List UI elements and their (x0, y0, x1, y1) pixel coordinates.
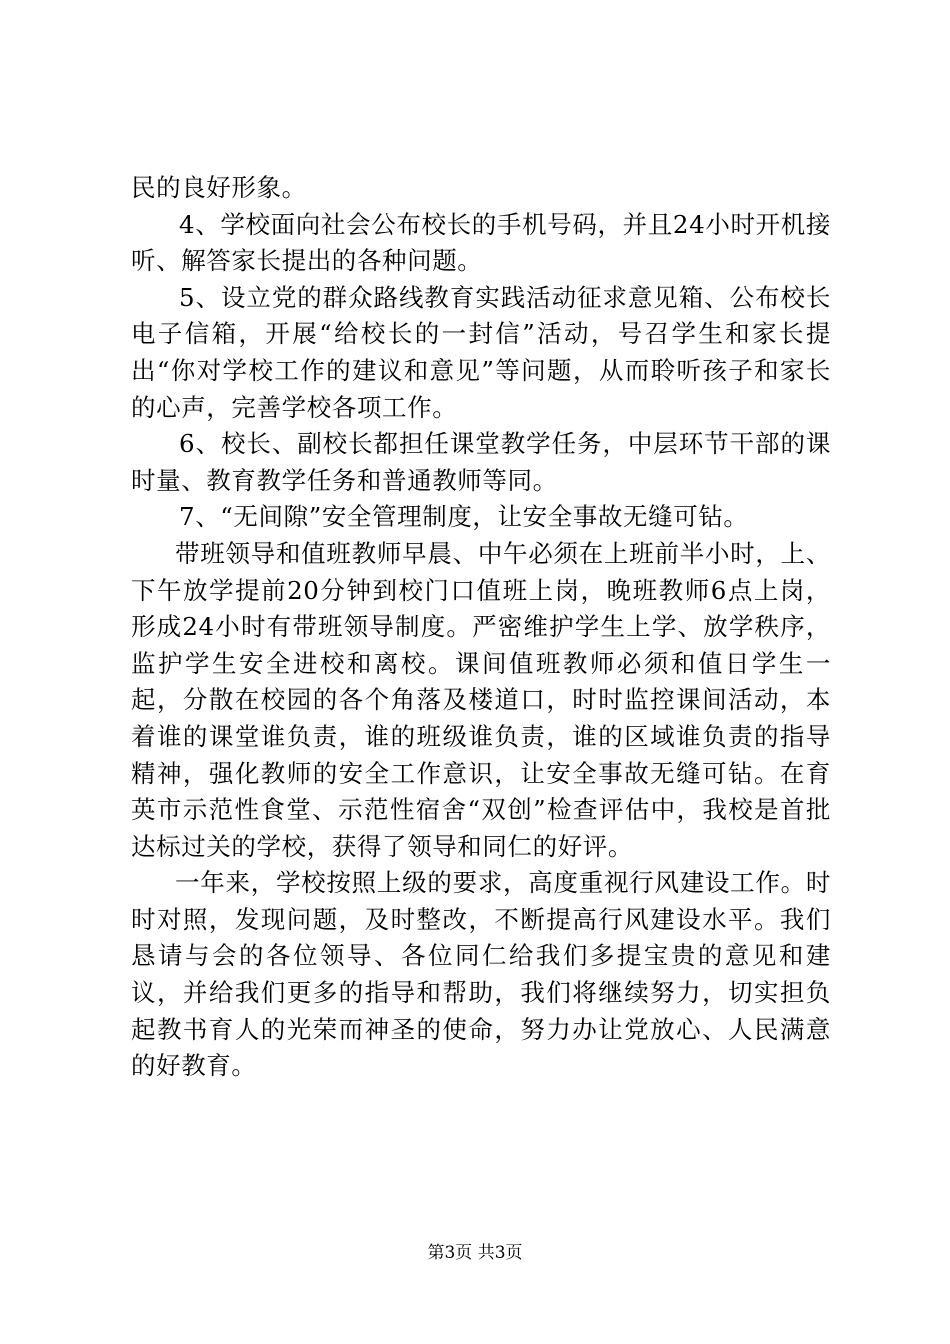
page-number-label: 第3页 共3页 (427, 1243, 523, 1263)
paragraph-item-4: 4、学校面向社会公布校长的手机号码，并且24小时开机接听、解答家长提出的各种问题。 (131, 209, 831, 276)
document-body (131, 170, 831, 1085)
paragraph-item-6: 6、校长、副校长都担任课堂教学任务，中层环节干部的课时量、教育教学任务和普通教师等同。 (131, 429, 831, 495)
page-footer (0, 1242, 950, 1264)
paragraph-conclusion: 一年来，学校按照上级的要求，高度重视行风建设工作。时时对照，发现问题，及时整改，不断提高行风建设水平。我们恳请与会的各位领导、各位同仁给我们多提宝贵的意见和建议，并给我们更多的指导和帮助，我们将继续努力，切实担负起教书育人的光荣而神圣的使命，努力办让党放心、人民满意的好教育。 (131, 868, 831, 1081)
paragraph-continuation: 民的良好形象。 (131, 173, 307, 202)
paragraph-item-7: 7、“无间隙”安全管理制度，让安全事故无缝可钻。 (179, 502, 749, 532)
paragraph-item-5: 5、设立党的群众路线教育实践活动征求意见箱、公布校长电子信箱，开展“给校长的一封信”活动，号召学生和家长提出“你对学校工作的建议和意见”等问题，从而聆听孩子和家长的心声，完善学校各项工作。 (131, 282, 831, 422)
paragraph-safety-duty: 带班领导和值班教师早晨、中午必须在上班前半小时，上、下午放学提前20分钟到校门口值班上岗，晚班教师6点上岗，形成24小时有带班领导制度。严密维护学生上学、放学秩序，监护学生安全进校和离校。课间值班教师必须和值日学生一起，分散在校园的各个角落及楼道口，时时监控课间活动，本着谁的课堂谁负责，谁的班级谁负责，谁的区域谁负责的指导精神，强化教师的安全工作意识，让安全事故无缝可钻。在育英市示范性食堂、示范性宿舍“双创”检查评估中，我校是首批达标过关的学校，获得了领导和同仁的好评。 (131, 538, 831, 861)
